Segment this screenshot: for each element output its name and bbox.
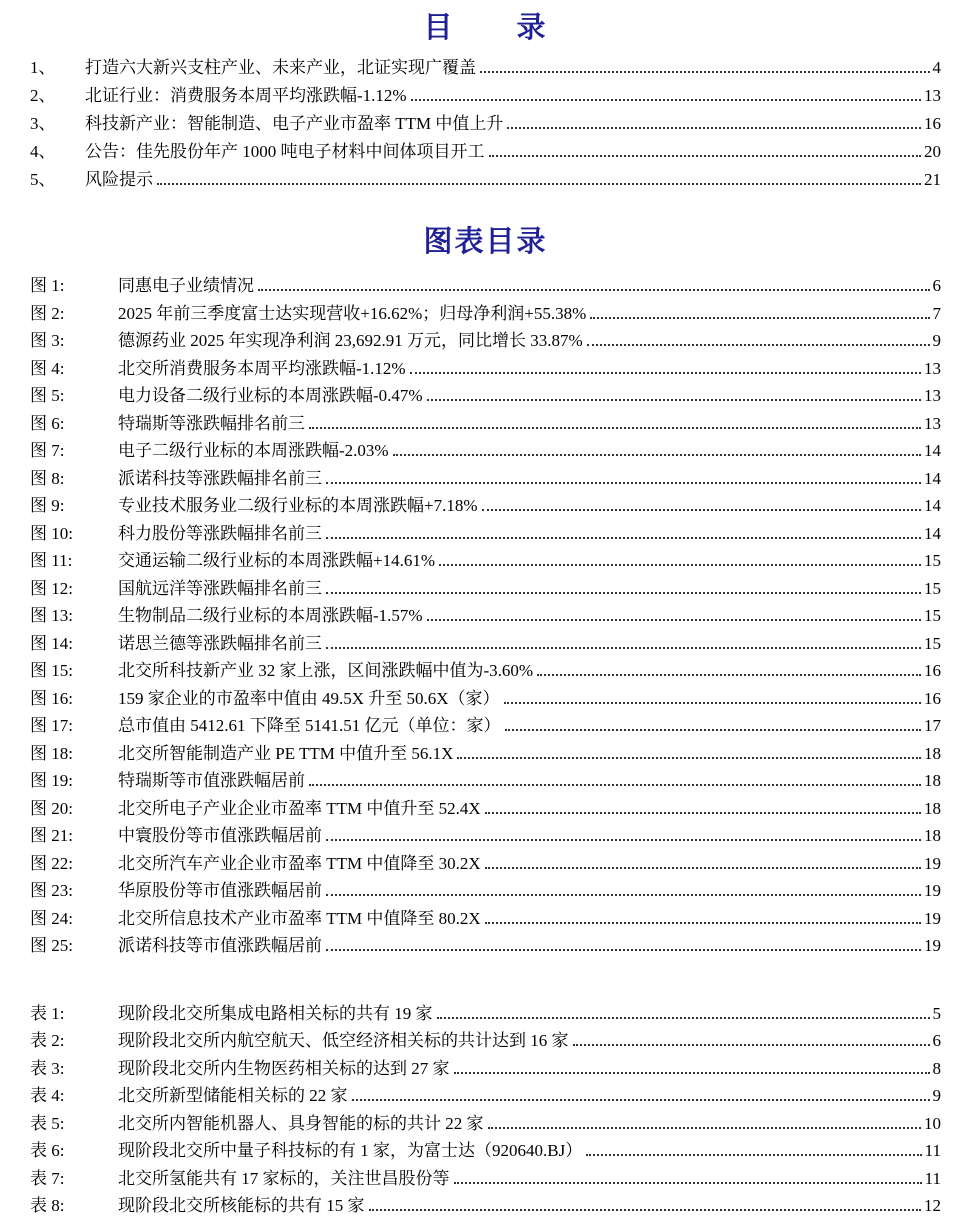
toc-entry [30,166,941,194]
entry-label: 图 12: [30,578,73,598]
entry-page-number: 18 [924,798,941,818]
entry-label: 3、 [30,114,56,133]
entry-title: 生物制品二级行业标的本周涨跌幅-1.57% [118,606,423,625]
entry-label: 图 21: [30,826,73,845]
entry-label: 表 1: [30,1003,65,1023]
entry-title: 诺思兰德等涨跌幅排名前三 [118,633,322,653]
entry-label: 表 6: [30,1141,65,1160]
entry-label: 5、 [30,170,56,189]
table-entry [30,1055,941,1083]
tables-list [30,1000,941,1220]
figure-entry [30,740,941,768]
dot-leader [586,1150,921,1156]
dot-leader [480,67,930,73]
figure-entry [30,795,941,823]
entry-page-number: 10 [924,1113,941,1133]
entry-title: 派诺科技等市值涨跌幅居前 [118,936,322,955]
dot-leader [410,368,921,374]
dot-leader [326,533,921,539]
table-entry [30,1192,941,1220]
figure-entry [30,877,941,905]
entry-title: 风险提示 [85,170,153,189]
entry-page-number: 15 [924,606,941,625]
entry-title: 中寰股份等市值涨跌幅居前 [118,826,322,845]
entry-page-number: 18 [924,771,941,790]
toc-entry [30,110,941,138]
dot-leader [573,1040,930,1046]
entry-page-number: 15 [924,578,941,598]
entry-title: 北交所汽车产业企业市盈率 TTM 中值降至 30.2X [118,853,481,873]
entry-page-number: 7 [932,303,941,323]
dot-leader [326,835,921,841]
entry-title: 交通运输二级行业标的本周涨跌幅+14.61% [118,551,435,570]
entry-title: 北交所智能制造产业 PE TTM 中值升至 56.1X [118,743,454,763]
entry-page-number: 16 [924,661,941,680]
entry-title: 现阶段北交所核能标的共有 15 家 [118,1196,365,1215]
dot-leader [590,313,929,319]
entry-title: 派诺科技等涨跌幅排名前三 [118,468,322,488]
entry-label: 表 8: [30,1196,65,1215]
entry-title: 现阶段北交所内生物医药相关标的达到 27 家 [118,1058,450,1078]
table-entry [30,1027,941,1055]
dot-leader [326,588,921,594]
entry-label: 图 7: [30,441,65,460]
figure-entry [30,382,941,410]
entry-label: 图 16: [30,688,73,708]
toc-section-title: 目 录 [423,12,548,44]
dot-leader [439,560,921,566]
entry-label: 图 19: [30,771,73,790]
toc-entry [30,82,941,110]
entry-page-number: 19 [924,936,941,955]
dot-leader [326,945,921,951]
entry-title: 同惠电子业绩情况 [118,276,254,295]
entry-page-number: 14 [924,441,941,460]
table-entry [30,1110,941,1138]
dot-leader [488,1123,922,1129]
figure-entry [30,602,941,630]
figure-entry [30,767,941,795]
figure-entry [30,630,941,658]
entry-page-number: 9 [932,331,941,350]
entry-page-number: 14 [924,523,941,543]
table-entry [30,1000,941,1028]
entry-label: 图 11: [30,551,73,570]
entry-label: 图 14: [30,633,73,653]
entry-label: 图 25: [30,936,73,955]
entry-page-number: 13 [924,86,941,105]
entry-page-number: 9 [932,1086,941,1105]
entry-page-number: 19 [924,908,941,928]
entry-label: 图 10: [30,523,73,543]
entry-page-number: 11 [924,1141,941,1160]
entry-page-number: 17 [924,716,941,735]
figure-entry [30,300,941,328]
dot-leader [485,808,921,814]
figure-entry [30,410,941,438]
dot-leader [309,423,921,429]
figure-entry [30,465,941,493]
entry-label: 图 5: [30,386,65,405]
entry-title: 159 家企业的市盈率中值由 49.5X 升至 50.6X（家） [118,688,500,708]
entry-title: 北证行业：消费服务本周平均涨跌幅-1.12% [85,86,407,105]
entry-title: 德源药业 2025 年实现净利润 23,692.91 万元，同比增长 33.87% [118,331,583,350]
dot-leader [326,643,921,649]
dot-leader [485,863,921,869]
entry-page-number: 20 [924,142,941,161]
entry-title: 电子二级行业标的本周涨跌幅-2.03% [118,441,389,460]
entry-page-number: 6 [932,276,941,295]
entry-page-number: 13 [924,413,941,433]
entry-page-number: 13 [924,358,941,378]
entry-title: 科技新产业：智能制造、电子产业市盈率 TTM 中值上升 [85,114,504,133]
dot-leader [454,1068,930,1074]
entry-label: 图 6: [30,413,65,433]
entry-title: 华原股份等市值涨跌幅居前 [118,881,322,900]
figure-entry [30,657,941,685]
entry-title: 电力设备二级行业标的本周涨跌幅-0.47% [118,386,423,405]
dot-leader [427,615,921,621]
entry-page-number: 18 [924,743,941,763]
figure-entry [30,712,941,740]
entry-title: 特瑞斯等涨跌幅排名前三 [118,413,305,433]
figure-entry [30,575,941,603]
entry-page-number: 6 [932,1031,941,1050]
dot-leader [485,918,921,924]
entry-page-number: 8 [932,1058,941,1078]
figure-entry [30,822,941,850]
entry-label: 1、 [30,58,56,77]
entry-label: 图 3: [30,331,65,350]
dot-leader [457,753,921,759]
figure-entry [30,905,941,933]
entry-page-number: 14 [924,496,941,515]
figure-entry [30,437,941,465]
entry-label: 图 20: [30,798,73,818]
dot-leader [427,395,921,401]
entry-title: 公告：佳先股份年产 1000 吨电子材料中间体项目开工 [85,142,485,161]
entry-page-number: 16 [924,688,941,708]
entry-page-number: 15 [924,551,941,570]
entry-page-number: 12 [924,1196,941,1215]
entry-page-number: 15 [924,633,941,653]
entry-title: 专业技术服务业二级行业标的本周涨跌幅+7.18% [118,496,478,515]
dot-leader [507,123,921,129]
dot-leader [489,151,922,157]
dot-leader [505,725,922,731]
entry-label: 图 18: [30,743,73,763]
figure-entry [30,520,941,548]
entry-page-number: 4 [932,58,941,77]
entry-title: 2025 年前三季度富士达实现营收+16.62%；归母净利润+55.38% [118,303,587,323]
dot-leader [411,95,921,101]
entry-label: 图 15: [30,661,73,680]
entry-title: 北交所内智能机器人、具身智能的标的共计 22 家 [118,1113,484,1133]
entry-title: 特瑞斯等市值涨跌幅居前 [118,771,305,790]
entry-label: 图 13: [30,606,73,625]
entry-title: 现阶段北交所集成电路相关标的共有 19 家 [118,1003,433,1023]
figure-entry [30,850,941,878]
dot-leader [393,450,921,456]
figure-entry [30,492,941,520]
entry-label: 表 7: [30,1168,65,1188]
dot-leader [326,890,921,896]
table-entry [30,1165,941,1193]
figures-section-title: 图表目录 [423,226,548,258]
entry-title: 打造六大新兴支柱产业、未来产业，北证实现广覆盖 [85,58,476,77]
dot-leader [309,780,921,786]
entry-page-number: 18 [924,826,941,845]
entry-label: 图 9: [30,496,65,515]
entry-title: 北交所氢能共有 17 家标的，关注世昌股份等 [118,1168,450,1188]
entry-label: 表 5: [30,1113,65,1133]
entry-label: 表 2: [30,1031,65,1050]
entry-title: 北交所信息技术产业市盈率 TTM 中值降至 80.2X [118,908,481,928]
entry-label: 图 17: [30,716,73,735]
entry-label: 图 1: [30,276,65,295]
entry-label: 图 24: [30,908,73,928]
entry-title: 现阶段北交所内航空航天、低空经济相关标的共计达到 16 家 [118,1031,569,1050]
entry-page-number: 13 [924,386,941,405]
entry-page-number: 16 [924,114,941,133]
entry-label: 表 4: [30,1086,65,1105]
entry-label: 图 4: [30,358,65,378]
entry-title: 科力股份等涨跌幅排名前三 [118,523,322,543]
entry-title: 国航远洋等涨跌幅排名前三 [118,578,322,598]
figure-entry [30,355,941,383]
dot-leader [504,698,921,704]
toc-entry [30,138,941,166]
entry-page-number: 5 [932,1003,941,1023]
dot-leader [258,285,930,291]
entry-title: 现阶段北交所中量子科技标的有 1 家，为富士达（920640.BJ） [118,1141,583,1160]
dot-leader [537,670,921,676]
entry-label: 4、 [30,142,56,161]
entry-label: 图 22: [30,853,73,873]
entry-page-number: 19 [924,853,941,873]
dot-leader [587,340,930,346]
entry-title: 总市值由 5412.61 下降至 5141.51 亿元（单位：家） [118,716,501,735]
dot-leader [437,1013,930,1019]
entry-page-number: 14 [924,468,941,488]
entry-page-number: 11 [924,1168,941,1188]
entry-page-number: 19 [924,881,941,900]
toc-list [30,54,941,194]
figures-list [30,272,941,960]
entry-label: 图 2: [30,303,65,323]
dot-leader [454,1178,922,1184]
table-entry [30,1082,941,1110]
entry-title: 北交所电子产业企业市盈率 TTM 中值升至 52.4X [118,798,481,818]
entry-page-number: 21 [924,170,941,189]
entry-label: 2、 [30,86,56,105]
dot-leader [157,179,921,185]
dot-leader [326,478,921,484]
table-entry [30,1137,941,1165]
toc-entry [30,54,941,82]
figure-entry [30,272,941,300]
dot-leader [369,1205,922,1211]
dot-leader [482,505,922,511]
entry-title: 北交所消费服务本周平均涨跌幅-1.12% [118,358,406,378]
figure-entry [30,327,941,355]
entry-title: 北交所新型储能相关标的 22 家 [118,1086,348,1105]
entry-label: 表 3: [30,1058,65,1078]
figure-entry [30,547,941,575]
figure-entry [30,932,941,960]
dot-leader [352,1095,930,1101]
entry-title: 北交所科技新产业 32 家上涨，区间涨跌幅中值为-3.60% [118,661,534,680]
figure-entry [30,685,941,713]
entry-label: 图 8: [30,468,65,488]
entry-label: 图 23: [30,881,73,900]
